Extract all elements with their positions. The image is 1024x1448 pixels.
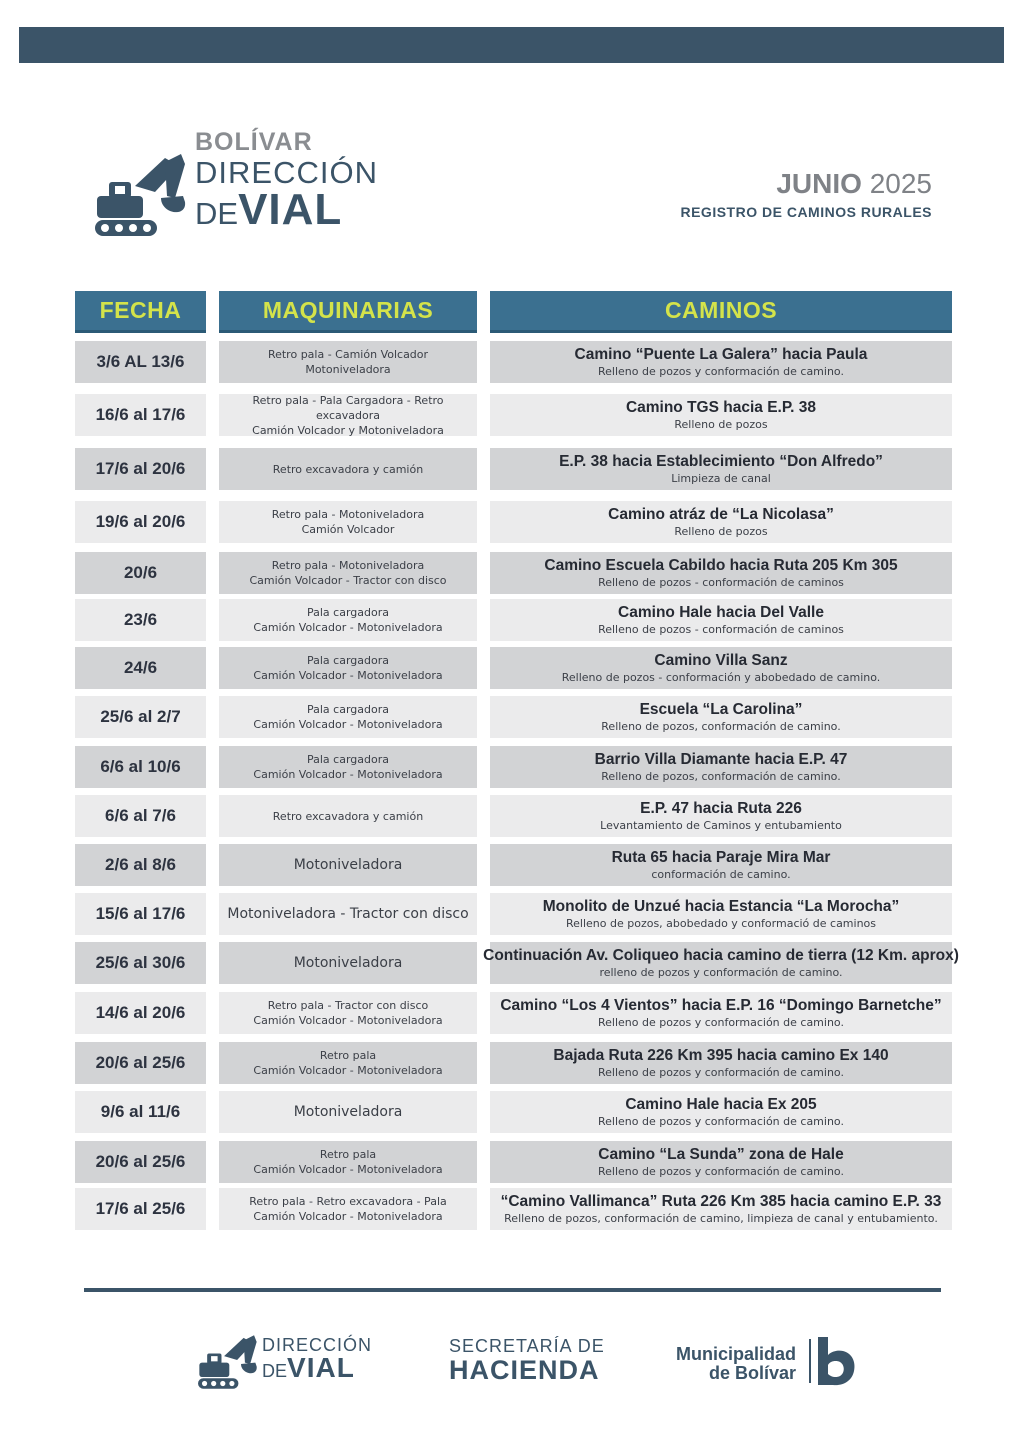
- footer-municipalidad-text: Municipalidad: [675, 1344, 796, 1364]
- maquinarias-line: Retro excavadora y camión: [272, 462, 424, 476]
- table-row: [0, 1091, 1024, 1133]
- maquinarias-line: Camión Volcador - Motoniveladora: [253, 669, 443, 682]
- footer-de-text: DE: [262, 1361, 288, 1381]
- column-header-caminos: CAMINOS: [490, 291, 952, 333]
- footer-hacienda-text: HACIENDA: [449, 1355, 600, 1385]
- fecha-cell: 20/6 al 25/6: [75, 1141, 206, 1183]
- maquinarias-line: Camión Volcador - Motoniveladora: [253, 1014, 443, 1027]
- maquinarias-cell: [219, 448, 477, 490]
- fecha-cell: 9/6 al 11/6: [75, 1091, 206, 1133]
- table-row: [0, 795, 1024, 837]
- table-row: [0, 696, 1024, 738]
- table-row: [0, 942, 1024, 984]
- fecha-cell: 20/6: [75, 552, 206, 594]
- maquinarias-cell: [219, 599, 477, 641]
- maquinarias-line: Camión Volcador - Motoniveladora: [253, 1163, 443, 1176]
- maquinarias-line: Camión Volcador - Motoniveladora: [253, 1064, 443, 1077]
- camino-trabajo: Relleno de pozos - conformación de caminos: [598, 576, 844, 589]
- fecha-cell: 23/6: [75, 599, 206, 641]
- caminos-cell: [490, 696, 952, 738]
- caminos-cell: [490, 394, 952, 436]
- caminos-cell: [490, 1141, 952, 1183]
- table-row: [0, 844, 1024, 886]
- camino-trabajo: Relleno de pozos y conformación de camino.: [598, 1066, 844, 1079]
- fecha-cell: 17/6 al 25/6: [75, 1188, 206, 1230]
- footer-secretaria-text: SECRETARÍA DE: [449, 1336, 605, 1356]
- maquinarias-line: Motoniveladora: [293, 1103, 403, 1120]
- footer-vial-text: VIAL: [287, 1352, 355, 1383]
- camino-trabajo: Relleno de pozos, conformación de camino.: [601, 720, 841, 733]
- maquinarias-line: Camión Volcador - Tractor con disco: [249, 574, 447, 587]
- maquinarias-line: Retro pala: [319, 1148, 377, 1161]
- fecha-cell: 17/6 al 20/6: [75, 448, 206, 490]
- maquinarias-line: Camión Volcador y Motoniveladora: [252, 423, 444, 437]
- caminos-cell: [490, 448, 952, 490]
- camino-name: Barrio Villa Diamante hacia E.P. 47: [594, 751, 848, 768]
- table-row: [0, 1141, 1024, 1183]
- table-row: [0, 341, 1024, 383]
- fecha-cell: 16/6 al 17/6: [75, 394, 206, 436]
- maquinarias-line: Camión Volcador - Motoniveladora: [253, 768, 443, 781]
- camino-name: Camino TGS hacia E.P. 38: [625, 399, 817, 416]
- table-row: [0, 893, 1024, 935]
- fecha-cell: 3/6 AL 13/6: [75, 341, 206, 383]
- fecha-cell: 14/6 al 20/6: [75, 992, 206, 1034]
- maquinarias-line: Motoniveladora: [305, 363, 391, 376]
- camino-trabajo: Limpieza de canal: [671, 472, 771, 485]
- period-block: [680, 168, 932, 220]
- maquinarias-cell: [219, 746, 477, 788]
- camino-trabajo: Relleno de pozos, abobedado y conformació de caminos: [565, 917, 877, 930]
- maquinarias-line: Retro pala - Camión Volcador: [267, 348, 429, 361]
- table-row: [0, 1042, 1024, 1084]
- table-row: [0, 647, 1024, 689]
- caminos-cell: [490, 501, 952, 543]
- maquinarias-line: Retro pala - Motoniveladora: [271, 508, 425, 521]
- camino-name: E.P. 38 hacia Establecimiento “Don Alfredo”: [559, 453, 883, 470]
- fecha-cell: 24/6: [75, 647, 206, 689]
- logo-vial-text: VIAL: [238, 185, 343, 234]
- maquinarias-line: Camión Volcador - Motoniveladora: [253, 621, 443, 634]
- maquinarias-line: Retro excavadora y camión: [272, 809, 424, 823]
- table-row: [0, 552, 1024, 594]
- maquinarias-cell: [219, 341, 477, 383]
- footer-vial-logo: [198, 1330, 398, 1390]
- camino-name: E.P. 47 hacia Ruta 226: [640, 800, 802, 817]
- camino-trabajo: Relleno de pozos y conformación de camino.: [598, 365, 844, 378]
- footer-direccion-text: DIRECCIÓN: [262, 1335, 373, 1355]
- maquinarias-line: Motoniveladora: [293, 954, 403, 971]
- maquinarias-line: Motoniveladora: [293, 856, 403, 873]
- maquinarias-cell: [219, 696, 477, 738]
- table-row: [0, 1188, 1024, 1230]
- b-logo-icon: [816, 1335, 856, 1387]
- maquinarias-cell: [219, 1188, 477, 1230]
- camino-trabajo: Relleno de pozos - conformación y abobedado de camino.: [561, 671, 881, 684]
- maquinarias-cell: [219, 552, 477, 594]
- caminos-cell: [490, 599, 952, 641]
- maquinarias-line: Camión Volcador - Motoniveladora: [253, 1210, 443, 1223]
- top-banner: [19, 27, 1004, 63]
- camino-trabajo: Relleno de pozos, conformación de camino, limpieza de canal y entubamiento.: [504, 1212, 938, 1225]
- camino-name: Camino Villa Sanz: [654, 652, 788, 669]
- period-month: JUNIO: [776, 168, 862, 199]
- camino-trabajo: Relleno de pozos y conformación de camino.: [598, 1165, 844, 1178]
- maquinarias-cell: [219, 647, 477, 689]
- maquinarias-line: Camión Volcador - Motoniveladora: [253, 718, 443, 731]
- caminos-cell: [490, 746, 952, 788]
- camino-name: Camino “Puente La Galera” hacia Paula: [574, 346, 868, 363]
- caminos-cell: [490, 647, 952, 689]
- maquinarias-cell: [219, 844, 477, 886]
- caminos-cell: [483, 942, 959, 984]
- maquinarias-cell: [219, 394, 477, 436]
- maquinarias-line: Pala cargadora: [307, 703, 389, 716]
- footer-municipalidad-logo: [658, 1333, 858, 1388]
- camino-trabajo: Relleno de pozos: [674, 418, 768, 431]
- caminos-cell: [490, 992, 952, 1034]
- logo-bolivar-text: BOLÍVAR: [195, 128, 313, 156]
- maquinarias-cell: [219, 1091, 477, 1133]
- column-header-maquinarias: MAQUINARIAS: [219, 291, 477, 333]
- camino-trabajo: Relleno de pozos - conformación de caminos: [598, 623, 844, 636]
- fecha-cell: 6/6 al 10/6: [75, 746, 206, 788]
- maquinarias-line: Retro pala - Retro excavadora - Pala: [249, 1195, 447, 1208]
- camino-trabajo: relleno de pozos y conformación de camino.: [599, 966, 843, 979]
- fecha-cell: 15/6 al 17/6: [75, 893, 206, 935]
- camino-name: “Camino Vallimanca” Ruta 226 Km 385 hacia camino E.P. 33: [500, 1193, 942, 1210]
- period-year: 2025: [869, 168, 932, 199]
- maquinarias-line: Camión Volcador: [301, 523, 395, 536]
- caminos-cell: [490, 1091, 952, 1133]
- footer-hacienda-logo: [449, 1337, 605, 1384]
- camino-name: Bajada Ruta 226 Km 395 hacia camino Ex 140: [553, 1047, 889, 1064]
- fecha-cell: 25/6 al 2/7: [75, 696, 206, 738]
- table-row: [0, 746, 1024, 788]
- maquinarias-cell: [219, 1042, 477, 1084]
- maquinarias-cell: [219, 942, 477, 984]
- caminos-cell: [490, 552, 952, 594]
- maquinarias-cell: [219, 1141, 477, 1183]
- camino-name: Camino “Los 4 Vientos” hacia E.P. 16 “Domingo Barnetche”: [500, 997, 942, 1014]
- maquinarias-line: Retro pala - Tractor con disco: [267, 999, 429, 1012]
- table-row: [0, 501, 1024, 543]
- camino-name: Camino Hale hacia Ex 205: [625, 1096, 817, 1113]
- camino-trabajo: Relleno de pozos y conformación de camino.: [598, 1016, 844, 1029]
- caminos-cell: [490, 795, 952, 837]
- maquinarias-line: Pala cargadora: [307, 654, 389, 667]
- camino-name: Camino Escuela Cabildo hacia Ruta 205 Km 305: [544, 557, 898, 574]
- excavator-icon: [95, 152, 187, 238]
- excavator-icon: [198, 1334, 258, 1390]
- logo-direccion-text: DIRECCIÓN: [195, 155, 378, 190]
- maquinarias-cell: [219, 795, 477, 837]
- camino-name: Monolito de Unzué hacia Estancia “La Morocha”: [542, 898, 900, 915]
- maquinarias-line: Retro pala - Motoniveladora: [271, 559, 425, 572]
- footer-bolivar-text: de Bolívar: [708, 1362, 796, 1383]
- table-row: [0, 992, 1024, 1034]
- page-title: REGISTRO DE CAMINOS RURALES: [680, 204, 932, 220]
- camino-name: Camino Hale hacia Del Valle: [618, 604, 824, 621]
- caminos-cell: [490, 341, 952, 383]
- camino-trabajo: Relleno de pozos y conformación de camino.: [598, 1115, 844, 1128]
- camino-name: Camino “La Sunda” zona de Hale: [598, 1146, 844, 1163]
- camino-name: Escuela “La Carolina”: [639, 701, 803, 718]
- table-row: [0, 599, 1024, 641]
- maquinarias-line: Retro pala - Pala Cargadora - Retro excavadora: [252, 393, 444, 422]
- maquinarias-line: Motoniveladora - Tractor con disco: [227, 905, 469, 922]
- fecha-cell: 19/6 al 20/6: [75, 501, 206, 543]
- maquinarias-cell: [219, 893, 477, 935]
- maquinarias-cell: [219, 992, 477, 1034]
- table-row: [0, 394, 1024, 436]
- camino-trabajo: Levantamiento de Caminos y entubamiento: [600, 819, 842, 832]
- footer-logo-separator: [809, 1339, 811, 1383]
- fecha-cell: 6/6 al 7/6: [75, 795, 206, 837]
- table-row: [0, 448, 1024, 490]
- footer-divider: [84, 1288, 941, 1292]
- maquinarias-line: Pala cargadora: [307, 606, 389, 619]
- fecha-cell: 25/6 al 30/6: [75, 942, 206, 984]
- camino-trabajo: conformación de camino.: [651, 868, 791, 881]
- fecha-cell: 2/6 al 8/6: [75, 844, 206, 886]
- caminos-cell: [490, 893, 952, 935]
- caminos-cell: [490, 844, 952, 886]
- camino-name: Continuación Av. Coliqueo hacia camino de tierra (12 Km. aprox): [483, 947, 959, 964]
- column-header-fecha: FECHA: [75, 291, 206, 333]
- caminos-cell: [490, 1042, 952, 1084]
- fecha-cell: 20/6 al 25/6: [75, 1042, 206, 1084]
- caminos-cell: [490, 1188, 952, 1230]
- camino-name: Ruta 65 hacia Paraje Mira Mar: [611, 849, 831, 866]
- camino-name: Camino atráz de “La Nicolasa”: [608, 506, 834, 523]
- direccion-vial-logo: [95, 130, 395, 240]
- maquinarias-line: Retro pala: [319, 1049, 377, 1062]
- logo-de-text: DE: [195, 196, 239, 231]
- camino-trabajo: Relleno de pozos, conformación de camino.: [601, 770, 841, 783]
- maquinarias-cell: [219, 501, 477, 543]
- camino-trabajo: Relleno de pozos: [674, 525, 768, 538]
- maquinarias-line: Pala cargadora: [307, 753, 389, 766]
